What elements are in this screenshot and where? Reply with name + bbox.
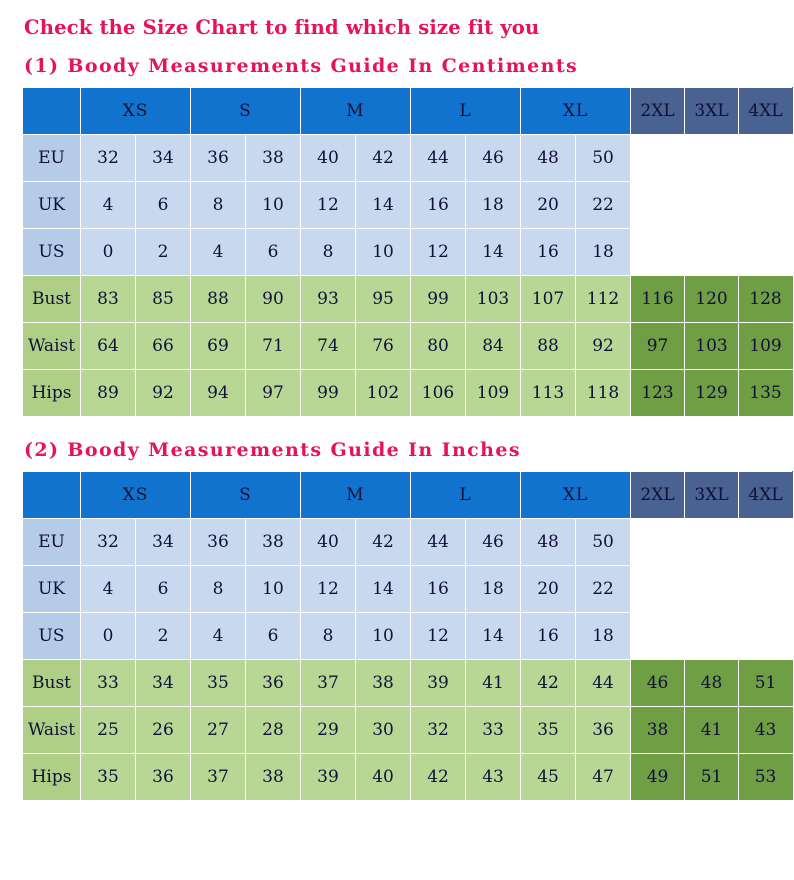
data-cell: 12 (411, 613, 466, 660)
data-cell-plus: 46 (631, 660, 685, 707)
empty-cell (739, 613, 793, 660)
data-cell: 32 (81, 519, 136, 566)
data-cell: 90 (246, 276, 301, 323)
empty-cell (685, 519, 739, 566)
data-cell: 88 (521, 323, 576, 370)
data-cell: 33 (81, 660, 136, 707)
page-title: Check the Size Chart to find which size fit you (24, 16, 540, 39)
empty-cell (631, 182, 685, 229)
empty-cell (739, 566, 793, 613)
data-cell: 66 (136, 323, 191, 370)
data-cell: 42 (356, 519, 411, 566)
data-cell: 12 (301, 182, 356, 229)
empty-cell (685, 182, 739, 229)
data-cell: 112 (576, 276, 631, 323)
data-cell: 38 (246, 135, 301, 182)
data-cell: 8 (191, 182, 246, 229)
data-cell: 10 (356, 613, 411, 660)
size-header-3xl: 3XL (685, 88, 739, 135)
data-cell: 46 (466, 519, 521, 566)
data-cell: 39 (301, 754, 356, 801)
data-cell: 35 (191, 660, 246, 707)
data-cell: 10 (246, 566, 301, 613)
data-cell: 76 (356, 323, 411, 370)
data-cell: 38 (246, 754, 301, 801)
size-header-4xl: 4XL (739, 88, 793, 135)
data-cell: 80 (411, 323, 466, 370)
data-cell: 97 (246, 370, 301, 417)
empty-cell (685, 135, 739, 182)
data-cell: 6 (136, 566, 191, 613)
data-cell: 93 (301, 276, 356, 323)
data-cell: 69 (191, 323, 246, 370)
data-cell: 118 (576, 370, 631, 417)
size-header-s: S (191, 88, 301, 135)
data-cell: 103 (466, 276, 521, 323)
data-cell: 44 (411, 519, 466, 566)
size-header-xs: XS (81, 472, 191, 519)
data-cell: 2 (136, 613, 191, 660)
data-cell-plus: 123 (631, 370, 685, 417)
data-cell-plus: 49 (631, 754, 685, 801)
row-label-hips: Hips (23, 370, 81, 417)
data-cell: 64 (81, 323, 136, 370)
empty-cell (739, 229, 793, 276)
row-label-uk: UK (23, 566, 81, 613)
data-cell: 36 (136, 754, 191, 801)
data-cell: 30 (356, 707, 411, 754)
data-cell: 38 (356, 660, 411, 707)
data-cell: 83 (81, 276, 136, 323)
data-cell: 12 (301, 566, 356, 613)
size-header-l: L (411, 472, 521, 519)
data-cell: 35 (81, 754, 136, 801)
data-cell: 20 (521, 182, 576, 229)
size-chart-centimeters (22, 55, 783, 417)
data-cell: 39 (411, 660, 466, 707)
data-cell: 44 (576, 660, 631, 707)
data-cell: 102 (356, 370, 411, 417)
data-cell: 14 (356, 182, 411, 229)
empty-cell (631, 613, 685, 660)
data-cell: 107 (521, 276, 576, 323)
data-cell: 42 (356, 135, 411, 182)
data-cell: 92 (576, 323, 631, 370)
data-cell: 14 (356, 566, 411, 613)
data-cell: 8 (301, 229, 356, 276)
data-cell: 22 (576, 182, 631, 229)
size-header-xl: XL (521, 88, 631, 135)
row-label-eu: EU (23, 519, 81, 566)
data-cell: 50 (576, 519, 631, 566)
size-chart-inches (22, 439, 783, 801)
data-cell: 99 (411, 276, 466, 323)
empty-cell (739, 182, 793, 229)
data-cell: 40 (301, 519, 356, 566)
empty-cell (685, 566, 739, 613)
data-cell: 0 (81, 613, 136, 660)
data-cell: 37 (191, 754, 246, 801)
data-cell: 28 (246, 707, 301, 754)
data-cell: 88 (191, 276, 246, 323)
data-cell: 48 (521, 519, 576, 566)
data-cell: 4 (81, 182, 136, 229)
row-label-bust: Bust (23, 660, 81, 707)
data-cell: 2 (136, 229, 191, 276)
row-label-bust: Bust (23, 276, 81, 323)
size-header-xl: XL (521, 472, 631, 519)
data-cell: 18 (576, 229, 631, 276)
empty-cell (685, 613, 739, 660)
size-header-4xl: 4XL (739, 472, 793, 519)
data-cell: 106 (411, 370, 466, 417)
data-cell: 74 (301, 323, 356, 370)
data-cell: 34 (136, 135, 191, 182)
data-cell: 16 (521, 229, 576, 276)
table-row (23, 182, 793, 229)
data-cell-plus: 38 (631, 707, 685, 754)
data-cell: 14 (466, 229, 521, 276)
size-header-l: L (411, 88, 521, 135)
table-row (23, 370, 793, 417)
data-cell-plus: 97 (631, 323, 685, 370)
data-cell: 6 (246, 229, 301, 276)
data-cell: 50 (576, 135, 631, 182)
data-cell-plus: 51 (685, 754, 739, 801)
data-cell: 84 (466, 323, 521, 370)
data-cell: 0 (81, 229, 136, 276)
row-label-us: US (23, 229, 81, 276)
empty-cell (739, 519, 793, 566)
table-row (23, 519, 793, 566)
data-cell: 10 (356, 229, 411, 276)
data-cell: 109 (466, 370, 521, 417)
header-corner-cell (23, 472, 81, 519)
data-cell: 25 (81, 707, 136, 754)
data-cell: 33 (466, 707, 521, 754)
empty-cell (631, 135, 685, 182)
size-header-xs: XS (81, 88, 191, 135)
data-cell: 92 (136, 370, 191, 417)
data-cell: 16 (411, 566, 466, 613)
data-cell: 40 (356, 754, 411, 801)
measurements-table-in (22, 471, 793, 801)
data-cell-plus: 103 (685, 323, 739, 370)
data-cell-plus: 53 (739, 754, 793, 801)
empty-cell (631, 229, 685, 276)
empty-cell (631, 519, 685, 566)
table-row (23, 135, 793, 182)
data-cell: 42 (411, 754, 466, 801)
data-cell: 94 (191, 370, 246, 417)
data-cell: 89 (81, 370, 136, 417)
data-cell: 48 (521, 135, 576, 182)
data-cell: 36 (576, 707, 631, 754)
data-cell: 40 (301, 135, 356, 182)
data-cell-plus: 129 (685, 370, 739, 417)
data-cell: 113 (521, 370, 576, 417)
measurements-table-cm (22, 87, 793, 417)
data-cell: 8 (191, 566, 246, 613)
empty-cell (631, 566, 685, 613)
data-cell: 16 (411, 182, 466, 229)
data-cell: 32 (81, 135, 136, 182)
data-cell: 26 (136, 707, 191, 754)
data-cell: 10 (246, 182, 301, 229)
data-cell-plus: 116 (631, 276, 685, 323)
data-cell: 20 (521, 566, 576, 613)
data-cell-plus: 128 (739, 276, 793, 323)
size-header-2xl: 2XL (631, 472, 685, 519)
data-cell: 71 (246, 323, 301, 370)
data-cell: 46 (466, 135, 521, 182)
data-cell: 22 (576, 566, 631, 613)
size-header-s: S (191, 472, 301, 519)
data-cell: 4 (191, 229, 246, 276)
data-cell: 16 (521, 613, 576, 660)
size-header-m: M (301, 472, 411, 519)
data-cell: 36 (191, 519, 246, 566)
data-cell: 95 (356, 276, 411, 323)
row-label-waist: Waist (23, 707, 81, 754)
data-cell: 4 (191, 613, 246, 660)
data-cell: 45 (521, 754, 576, 801)
data-cell: 35 (521, 707, 576, 754)
size-header-3xl: 3XL (685, 472, 739, 519)
data-cell: 12 (411, 229, 466, 276)
data-cell: 85 (136, 276, 191, 323)
data-cell: 14 (466, 613, 521, 660)
data-cell: 42 (521, 660, 576, 707)
row-label-eu: EU (23, 135, 81, 182)
data-cell: 34 (136, 660, 191, 707)
data-cell: 34 (136, 519, 191, 566)
data-cell: 44 (411, 135, 466, 182)
header-corner-cell (23, 88, 81, 135)
data-cell: 47 (576, 754, 631, 801)
data-cell-plus: 109 (739, 323, 793, 370)
table-header-row (23, 88, 793, 135)
table-row (23, 660, 793, 707)
data-cell: 8 (301, 613, 356, 660)
row-label-uk: UK (23, 182, 81, 229)
table-header-row (23, 472, 793, 519)
data-cell: 37 (301, 660, 356, 707)
empty-cell (685, 229, 739, 276)
row-label-us: US (23, 613, 81, 660)
data-cell: 43 (466, 754, 521, 801)
size-header-2xl: 2XL (631, 88, 685, 135)
table-row (23, 566, 793, 613)
data-cell-plus: 51 (739, 660, 793, 707)
size-header-m: M (301, 88, 411, 135)
data-cell: 18 (576, 613, 631, 660)
data-cell: 29 (301, 707, 356, 754)
data-cell: 32 (411, 707, 466, 754)
table-row (23, 754, 793, 801)
empty-cell (739, 135, 793, 182)
data-cell: 36 (191, 135, 246, 182)
data-cell: 38 (246, 519, 301, 566)
data-cell: 36 (246, 660, 301, 707)
data-cell: 6 (246, 613, 301, 660)
data-cell: 41 (466, 660, 521, 707)
data-cell-plus: 43 (739, 707, 793, 754)
table-row (23, 707, 793, 754)
table-row (23, 323, 793, 370)
data-cell-plus: 120 (685, 276, 739, 323)
row-label-hips: Hips (23, 754, 81, 801)
data-cell: 18 (466, 182, 521, 229)
data-cell: 6 (136, 182, 191, 229)
data-cell: 27 (191, 707, 246, 754)
row-label-waist: Waist (23, 323, 81, 370)
data-cell: 99 (301, 370, 356, 417)
section-title-centimeters: (1) Boody Measurements Guide In Centiments (24, 55, 579, 77)
data-cell-plus: 135 (739, 370, 793, 417)
table-row (23, 613, 793, 660)
data-cell-plus: 48 (685, 660, 739, 707)
table-row (23, 229, 793, 276)
data-cell: 18 (466, 566, 521, 613)
section-title-inches: (2) Boody Measurements Guide In Inches (24, 439, 521, 461)
data-cell: 4 (81, 566, 136, 613)
table-row (23, 276, 793, 323)
data-cell-plus: 41 (685, 707, 739, 754)
